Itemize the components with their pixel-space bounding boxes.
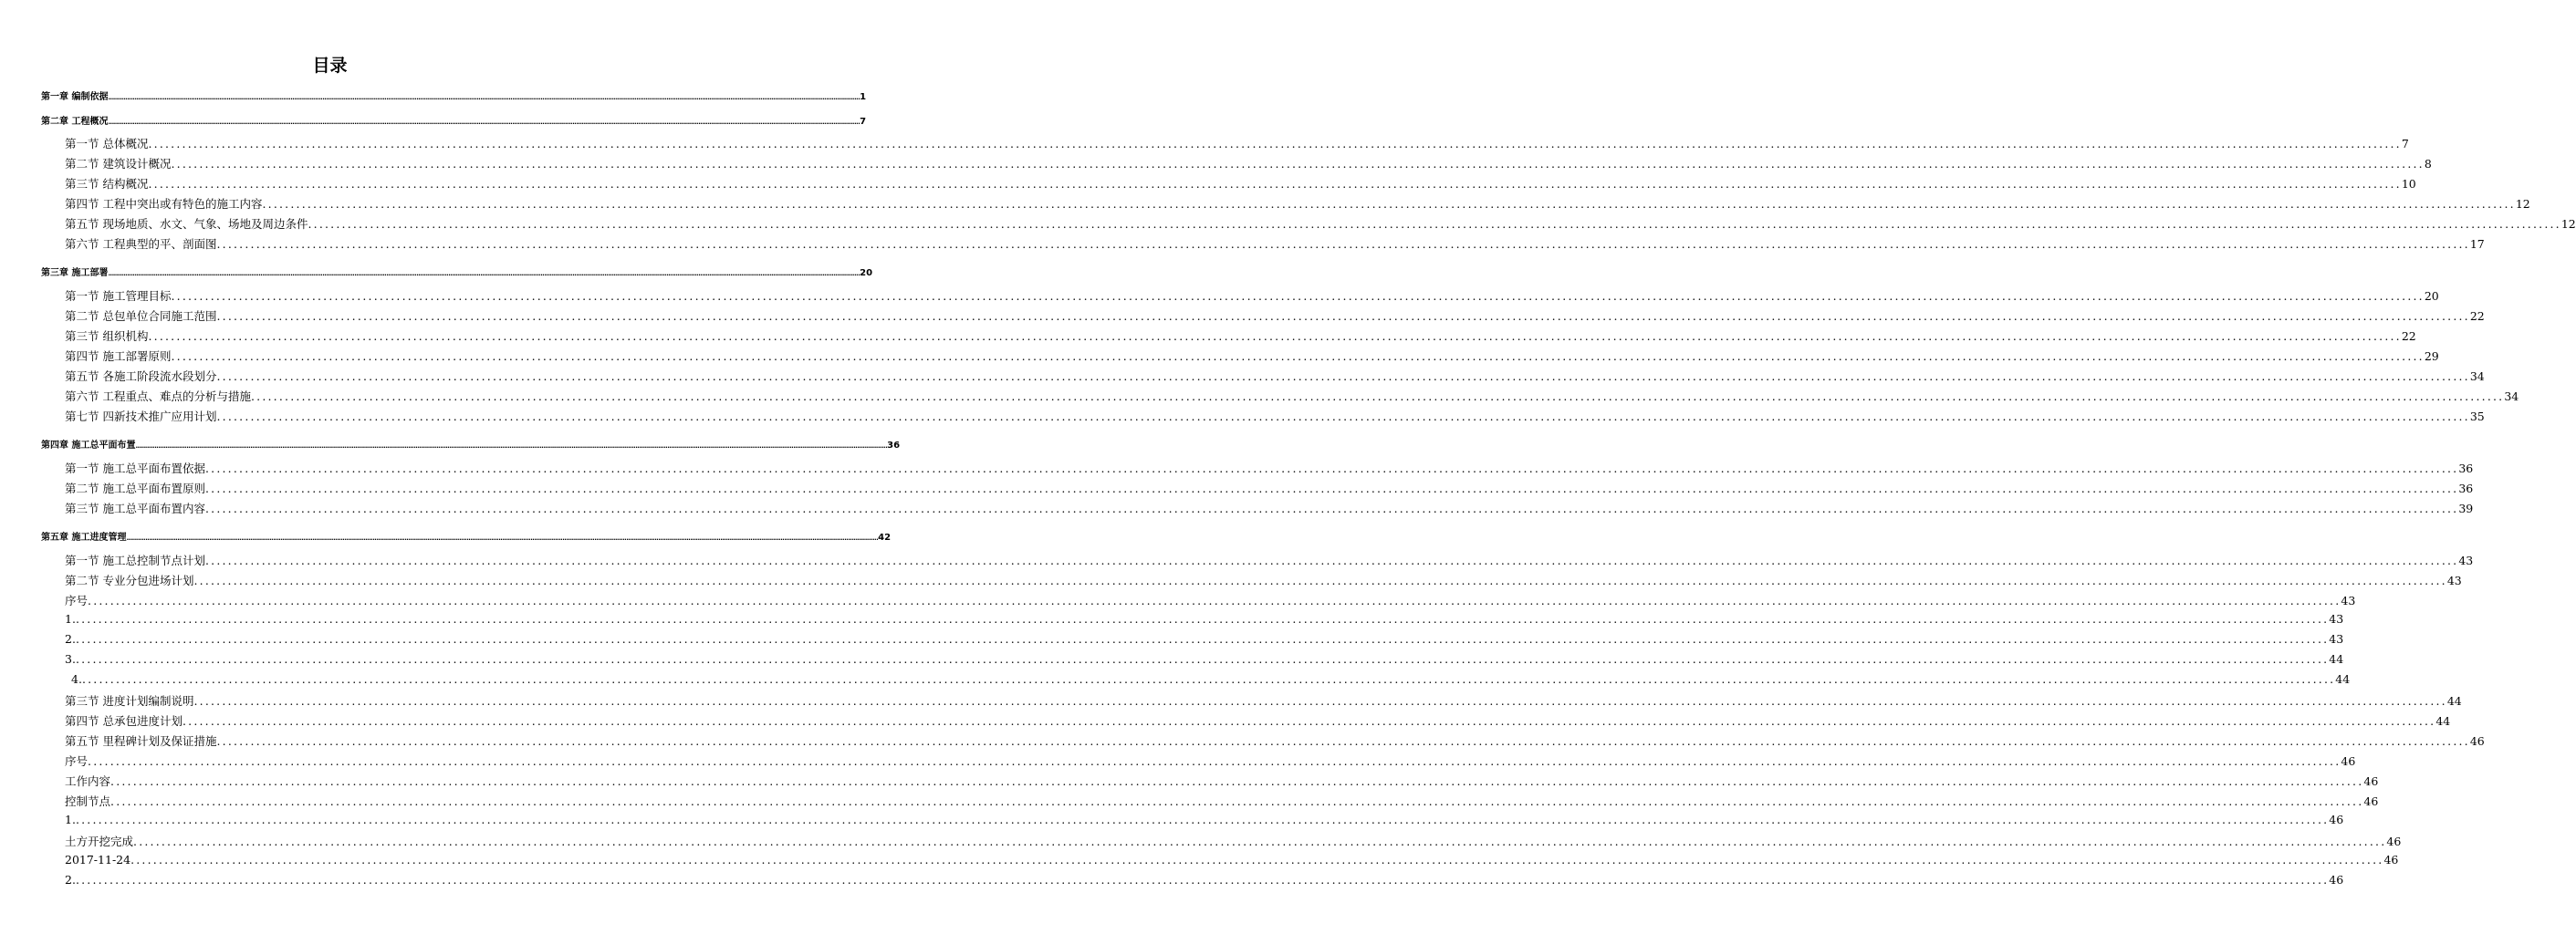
toc-section-entry[interactable] <box>65 460 2474 476</box>
toc-dot-leader: ................................................................................................................................................................................................................................................................................................................................................................................................................ <box>130 853 2384 867</box>
toc-dot-leader: ................................................................................................................................................................................................................................................................................................................................................................................................................ <box>75 632 2330 646</box>
toc-dot-leader: ................................................................................................................................................................................................................................................................................................................................................................................................................ <box>193 694 2447 708</box>
toc-page-number: 46 <box>2329 873 2344 887</box>
toc-dot-leader: ................................................................................................................................................................................................................................................................................................................................................................................................................ <box>182 714 2436 728</box>
toc-page-number: 39 <box>2458 502 2474 515</box>
toc-section-entry[interactable] <box>65 773 2379 789</box>
toc-dot-leader: ................................................................................................................................................................................................................................................................................................................................................................................................................ <box>88 754 2341 768</box>
toc-page-number: 7 <box>2401 137 2409 150</box>
toc-page-number: 20 <box>860 268 873 278</box>
toc-dot-leader: ................................................................................................................................................................................................................................................................................................................................................................................................................ <box>171 349 2425 363</box>
toc-page-number: 46 <box>2329 813 2344 826</box>
toc-page-number: 43 <box>2329 632 2344 646</box>
toc-section-entry[interactable] <box>65 500 2474 516</box>
toc-section-entry[interactable] <box>65 135 2409 151</box>
toc-section-entry[interactable] <box>65 692 2462 709</box>
toc-dot-leader: ................................................................................................................................................................................................................................................................................................................................................................................................................ <box>88 594 2341 607</box>
toc-entry-label: 2. <box>65 873 76 887</box>
toc-section-entry[interactable] <box>65 712 2451 729</box>
toc-entry-label: 第一节 施工管理目标 <box>65 289 172 303</box>
toc-entry-label: 第二节 专业分包进场计划 <box>65 574 194 587</box>
toc-entry-label: 第四章 施工总平面布置 <box>41 441 136 451</box>
toc-page-number: 36 <box>2458 462 2474 475</box>
toc-section-entry[interactable] <box>65 215 2576 232</box>
toc-page-number: 42 <box>878 533 892 543</box>
toc-section-entry[interactable] <box>65 813 2344 829</box>
toc-entry-label: 2017-11-24 <box>65 853 131 867</box>
toc-dot-leader: ................................................................................................................................................................................................................................................................................................................................................................................................................ <box>133 835 2387 848</box>
toc-dot-leader: ................................................................................................................................................................................................................................................................................................................................................................................................................ <box>262 197 2516 211</box>
toc-entry-label: 第三节 组织机构 <box>65 329 149 343</box>
toc-page-number: 36 <box>2458 482 2474 495</box>
toc-dot-leader: ................................................................................................................................................................................................................................................................................................................................................................................................................ <box>135 442 888 450</box>
toc-entry-label: 第四节 工程中突出或有特色的施工内容 <box>65 197 263 211</box>
toc-section-entry[interactable] <box>65 368 2485 384</box>
toc-dot-leader: ................................................................................................................................................................................................................................................................................................................................................................................................................ <box>250 389 2505 403</box>
toc-dot-leader: ................................................................................................................................................................................................................................................................................................................................................................................................................ <box>75 873 2330 887</box>
toc-section-entry[interactable] <box>65 287 2439 304</box>
toc-section-entry[interactable] <box>65 175 2416 192</box>
toc-page-number: 46 <box>2469 734 2485 748</box>
toc-dot-leader: ................................................................................................................................................................................................................................................................................................................................................................................................................ <box>75 612 2330 626</box>
toc-dot-leader: ................................................................................................................................................................................................................................................................................................................................................................................................................ <box>216 734 2470 748</box>
toc-page-number: 20 <box>2424 289 2439 303</box>
toc-page-number: 44 <box>2446 694 2462 708</box>
toc-page-number: 35 <box>2469 410 2485 423</box>
toc-entry-label: 第三节 结构概况 <box>65 177 149 191</box>
toc-section-entry[interactable] <box>71 672 2351 689</box>
toc-page-number: 43 <box>2341 594 2356 607</box>
toc-entry-label: 序号 <box>65 754 89 768</box>
toc-section-entry[interactable] <box>65 348 2439 364</box>
toc-page-number: 22 <box>2469 309 2485 323</box>
toc-dot-leader: ................................................................................................................................................................................................................................................................................................................................................................................................................ <box>204 482 2459 495</box>
toc-dot-leader: ................................................................................................................................................................................................................................................................................................................................................................................................................ <box>216 410 2470 423</box>
toc-entry-label: 工作内容 <box>65 774 111 788</box>
toc-page-number: 22 <box>2401 329 2416 343</box>
toc-entry-label: 4. <box>71 672 82 686</box>
toc-section-entry[interactable] <box>65 592 2356 608</box>
toc-dot-leader: ................................................................................................................................................................................................................................................................................................................................................................................................................ <box>216 309 2470 323</box>
toc-entry-label: 1. <box>65 612 76 626</box>
toc-entry-label: 第三章 施工部署 <box>41 268 109 278</box>
toc-page-number: 17 <box>2469 237 2485 251</box>
toc-page-number: 46 <box>2363 794 2379 808</box>
toc-section-entry[interactable] <box>65 873 2344 889</box>
toc-section-entry[interactable] <box>65 833 2402 849</box>
toc-section-entry[interactable] <box>65 853 2399 869</box>
toc-entry-label: 1. <box>65 813 76 826</box>
toc-page-number: 44 <box>2329 652 2344 666</box>
toc-entry-label: 序号 <box>65 594 89 607</box>
toc-section-entry[interactable] <box>65 408 2485 424</box>
toc-page-number: 1 <box>860 92 867 102</box>
toc-chapter-entry[interactable] <box>41 529 892 544</box>
toc-page-number: 34 <box>2469 369 2485 383</box>
toc-dot-leader: ................................................................................................................................................................................................................................................................................................................................................................................................................ <box>216 369 2470 383</box>
toc-dot-leader: ................................................................................................................................................................................................................................................................................................................................................................................................................ <box>171 289 2425 303</box>
toc-dot-leader: ................................................................................................................................................................................................................................................................................................................................................................................................................ <box>193 574 2447 587</box>
toc-dot-leader: ................................................................................................................................................................................................................................................................................................................................................................................................................ <box>81 672 2336 686</box>
toc-chapter-entry[interactable] <box>41 265 873 279</box>
toc-section-entry[interactable] <box>65 732 2485 749</box>
toc-entry-label: 第七节 四新技术推广应用计划 <box>65 410 217 423</box>
toc-dot-leader: ................................................................................................................................................................................................................................................................................................................................................................................................................ <box>126 534 879 542</box>
toc-page-number: 46 <box>2363 774 2379 788</box>
toc-chapter-entry[interactable] <box>41 88 867 103</box>
toc-page-number: 29 <box>2424 349 2439 363</box>
toc-section-entry[interactable] <box>65 612 2344 628</box>
toc-chapter-entry[interactable] <box>41 113 867 128</box>
toc-dot-leader: ................................................................................................................................................................................................................................................................................................................................................................................................................ <box>148 177 2402 191</box>
toc-section-entry[interactable] <box>65 235 2485 252</box>
toc-dot-leader: ................................................................................................................................................................................................................................................................................................................................................................................................................ <box>308 217 2561 231</box>
toc-page-number: 7 <box>860 117 867 127</box>
toc-section-entry[interactable] <box>65 307 2485 324</box>
toc-section-entry[interactable] <box>65 793 2379 809</box>
toc-page-number: 10 <box>2401 177 2416 191</box>
toc-entry-label: 第五节 里程碑计划及保证措施 <box>65 734 217 748</box>
toc-page-number: 46 <box>2386 835 2402 848</box>
toc-page-number: 46 <box>2341 754 2356 768</box>
toc-page-number: 43 <box>2446 574 2462 587</box>
toc-dot-leader: ................................................................................................................................................................................................................................................................................................................................................................................................................ <box>108 119 860 126</box>
toc-entry-label: 第四节 总承包进度计划 <box>65 714 183 728</box>
toc-entry-label: 第二节 施工总平面布置原则 <box>65 482 205 495</box>
toc-dot-leader: ................................................................................................................................................................................................................................................................................................................................................................................................................ <box>204 462 2459 475</box>
toc-dot-leader: ................................................................................................................................................................................................................................................................................................................................................................................................................ <box>75 813 2330 826</box>
toc-section-entry[interactable] <box>65 552 2474 568</box>
toc-entry-label: 第三节 施工总平面布置内容 <box>65 502 205 515</box>
toc-dot-leader: ................................................................................................................................................................................................................................................................................................................................................................................................................ <box>216 237 2470 251</box>
toc-entry-label: 第六节 工程重点、难点的分析与措施 <box>65 389 251 403</box>
toc-page-number: 8 <box>2424 157 2432 171</box>
toc-section-entry[interactable] <box>65 572 2462 588</box>
toc-section-entry[interactable] <box>65 652 2344 669</box>
toc-entry-label: 第一节 施工总控制节点计划 <box>65 554 205 567</box>
toc-entry-label: 第六节 工程典型的平、剖面图 <box>65 237 217 251</box>
toc-dot-leader: ................................................................................................................................................................................................................................................................................................................................................................................................................ <box>75 652 2330 666</box>
toc-chapter-entry[interactable] <box>41 437 901 451</box>
toc-section-entry[interactable] <box>65 632 2344 649</box>
toc-dot-leader: ................................................................................................................................................................................................................................................................................................................................................................................................................ <box>108 270 860 277</box>
toc-entry-label: 第二节 总包单位合同施工范围 <box>65 309 217 323</box>
toc-dot-leader: ................................................................................................................................................................................................................................................................................................................................................................................................................ <box>110 774 2364 788</box>
toc-section-entry[interactable] <box>65 195 2530 212</box>
toc-entry-label: 第一节 施工总平面布置依据 <box>65 462 205 475</box>
toc-page-number: 12 <box>2560 217 2576 231</box>
toc-page-number: 43 <box>2458 554 2474 567</box>
toc-dot-leader: ................................................................................................................................................................................................................................................................................................................................................................................................................ <box>148 137 2402 150</box>
toc-entry-label: 土方开挖完成 <box>65 835 134 848</box>
toc-page-number: 12 <box>2515 197 2530 211</box>
toc-dot-leader: ................................................................................................................................................................................................................................................................................................................................................................................................................ <box>148 329 2402 343</box>
toc-entry-label: 第一节 总体概况 <box>65 137 149 150</box>
toc-page-number: 44 <box>2335 672 2351 686</box>
toc-entry-label: 第五节 现场地质、水文、气象、场地及周边条件 <box>65 217 308 231</box>
toc-page-number: 44 <box>2435 714 2451 728</box>
toc-page-number: 46 <box>2383 853 2399 867</box>
toc-section-entry[interactable] <box>65 752 2356 769</box>
toc-entry-label: 第四节 施工部署原则 <box>65 349 172 363</box>
toc-entry-label: 控制节点 <box>65 794 111 808</box>
toc-section-entry[interactable] <box>65 327 2416 344</box>
toc-entry-label: 第五章 施工进度管理 <box>41 533 127 543</box>
toc-section-entry[interactable] <box>65 155 2432 171</box>
toc-title: 目录 <box>312 56 348 76</box>
toc-dot-leader: ................................................................................................................................................................................................................................................................................................................................................................................................................ <box>110 794 2364 808</box>
toc-page-number: 36 <box>887 441 901 451</box>
toc-dot-leader: ................................................................................................................................................................................................................................................................................................................................................................................................................ <box>171 157 2425 171</box>
toc-dot-leader: ................................................................................................................................................................................................................................................................................................................................................................................................................ <box>204 502 2459 515</box>
toc-entry-label: 3. <box>65 652 76 666</box>
toc-dot-leader: ................................................................................................................................................................................................................................................................................................................................................................................................................ <box>108 94 860 101</box>
toc-entry-label: 2. <box>65 632 76 646</box>
toc-page-number: 43 <box>2329 612 2344 626</box>
toc-section-entry[interactable] <box>65 480 2474 496</box>
toc-page-number: 34 <box>2504 389 2519 403</box>
toc-section-entry[interactable] <box>65 388 2519 404</box>
toc-entry-label: 第五节 各施工阶段流水段划分 <box>65 369 217 383</box>
toc-entry-label: 第二章 工程概况 <box>41 117 109 127</box>
toc-entry-label: 第二节 建筑设计概况 <box>65 157 172 171</box>
toc-entry-label: 第一章 编制依据 <box>41 92 109 102</box>
toc-dot-leader: ................................................................................................................................................................................................................................................................................................................................................................................................................ <box>204 554 2459 567</box>
toc-entry-label: 第三节 进度计划编制说明 <box>65 694 194 708</box>
